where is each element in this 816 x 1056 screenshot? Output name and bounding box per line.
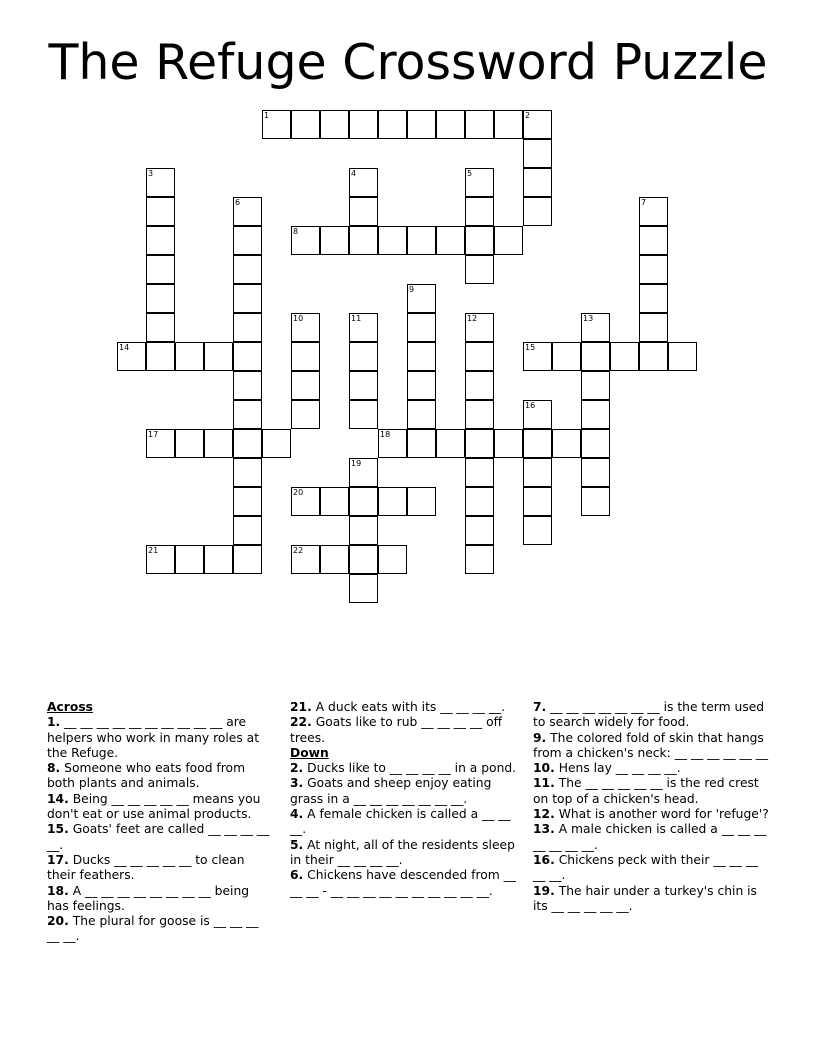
clue-across-8: 8. Someone who eats food from both plants and animals. bbox=[47, 761, 246, 791]
grid-cell[interactable] bbox=[349, 574, 378, 603]
grid-cell[interactable] bbox=[175, 342, 204, 371]
grid-cell[interactable] bbox=[436, 226, 465, 255]
grid-cell[interactable] bbox=[233, 545, 262, 574]
grid-cell[interactable] bbox=[146, 284, 175, 313]
grid-cell[interactable] bbox=[291, 545, 320, 574]
clue-across-17: 17. Ducks __ __ __ __ __ to clean their feathers. bbox=[47, 852, 245, 883]
grid-cell[interactable] bbox=[407, 313, 436, 342]
grid-cell[interactable] bbox=[320, 226, 349, 255]
cell-number: 20 bbox=[293, 488, 304, 497]
cell-number: 12 bbox=[467, 314, 478, 323]
clue-down-11: 11. The __ __ __ __ __ is the red crest on top of a chicken's head. bbox=[533, 776, 759, 806]
grid-cell[interactable] bbox=[233, 371, 262, 400]
cell-number: 6 bbox=[235, 198, 241, 207]
clue-down-19: 19. The hair under a turkey's chin is its __ __ __ __ __. bbox=[533, 883, 757, 913]
grid-cell[interactable] bbox=[291, 487, 320, 516]
grid-cell[interactable] bbox=[291, 226, 320, 255]
grid-cell[interactable] bbox=[378, 545, 407, 574]
clue-column-2 bbox=[290, 700, 521, 899]
cell-number: 16 bbox=[525, 401, 536, 410]
grid-cell[interactable] bbox=[610, 342, 639, 371]
clue-down-4: 4. A female chicken is called a __ __ __. bbox=[290, 807, 511, 837]
cell-number: 10 bbox=[293, 314, 304, 323]
grid-cell[interactable] bbox=[349, 371, 378, 400]
grid-cell[interactable] bbox=[639, 284, 668, 313]
grid-cell[interactable] bbox=[349, 545, 378, 574]
grid-cell[interactable] bbox=[233, 255, 262, 284]
grid-cell[interactable] bbox=[523, 197, 552, 226]
grid-cell[interactable] bbox=[465, 110, 494, 139]
clue-across-14: 14. Being __ __ __ __ __ means you don't eat or use animal products. bbox=[47, 791, 261, 822]
cell-number: 9 bbox=[409, 285, 415, 294]
grid-cell[interactable] bbox=[639, 197, 668, 226]
grid-cell[interactable] bbox=[581, 313, 610, 342]
grid-cell[interactable] bbox=[407, 371, 436, 400]
grid-cell[interactable] bbox=[436, 429, 465, 458]
grid-cell[interactable] bbox=[378, 226, 407, 255]
cell-number: 17 bbox=[148, 430, 159, 439]
grid-cell[interactable] bbox=[465, 516, 494, 545]
grid-cell[interactable] bbox=[204, 342, 233, 371]
grid-cell[interactable] bbox=[639, 226, 668, 255]
grid-cell[interactable] bbox=[349, 458, 378, 487]
grid-cell[interactable] bbox=[233, 458, 262, 487]
across-heading: Across bbox=[47, 700, 93, 714]
grid-cell[interactable] bbox=[233, 226, 262, 255]
grid-cell[interactable] bbox=[465, 226, 494, 255]
grid-cell[interactable] bbox=[465, 458, 494, 487]
grid-cell[interactable] bbox=[639, 255, 668, 284]
grid-cell[interactable] bbox=[523, 110, 552, 139]
cell-number: 3 bbox=[148, 169, 154, 178]
cell-number: 15 bbox=[525, 343, 536, 352]
cell-number: 1 bbox=[264, 111, 270, 120]
grid-cell[interactable] bbox=[436, 110, 465, 139]
grid-cell[interactable] bbox=[465, 429, 494, 458]
clue-down-10: 10. Hens lay __ __ __ __. bbox=[533, 761, 681, 776]
grid-cell[interactable] bbox=[349, 342, 378, 371]
cell-number: 4 bbox=[351, 169, 357, 178]
grid-cell[interactable] bbox=[523, 458, 552, 487]
grid-cell[interactable] bbox=[494, 429, 523, 458]
grid-cell[interactable] bbox=[146, 429, 175, 458]
down-heading: Down bbox=[290, 745, 329, 760]
grid-cell[interactable] bbox=[639, 342, 668, 371]
grid-cell[interactable] bbox=[378, 110, 407, 139]
grid-cell[interactable] bbox=[581, 458, 610, 487]
grid-cell[interactable] bbox=[523, 400, 552, 429]
grid-cell[interactable] bbox=[523, 342, 552, 371]
grid-cell[interactable] bbox=[146, 168, 175, 197]
clue-down-12: 12. What is another word for 'refuge'? bbox=[533, 807, 769, 822]
grid-cell[interactable] bbox=[291, 371, 320, 400]
grid-cell[interactable] bbox=[523, 429, 552, 458]
grid-cell[interactable] bbox=[204, 429, 233, 458]
grid-cell[interactable] bbox=[349, 110, 378, 139]
grid-cell[interactable] bbox=[291, 400, 320, 429]
cell-number: 8 bbox=[293, 227, 299, 236]
grid-cell[interactable] bbox=[146, 197, 175, 226]
grid-cell[interactable] bbox=[349, 487, 378, 516]
grid-cell[interactable] bbox=[233, 197, 262, 226]
grid-cell[interactable] bbox=[465, 342, 494, 371]
grid-cell[interactable] bbox=[407, 400, 436, 429]
grid-cell[interactable] bbox=[175, 429, 204, 458]
grid-cell[interactable] bbox=[349, 516, 378, 545]
grid-cell[interactable] bbox=[378, 429, 407, 458]
cell-number: 11 bbox=[351, 314, 362, 323]
cell-number: 18 bbox=[380, 430, 391, 439]
grid-cell[interactable] bbox=[407, 487, 436, 516]
clue-down-6: 6. Chickens have descended from __ __ __ - __ __ __ __ __ __ __ __ __ __. bbox=[290, 868, 516, 898]
grid-cell[interactable] bbox=[552, 429, 581, 458]
grid-cell[interactable] bbox=[465, 168, 494, 197]
grid-cell[interactable] bbox=[639, 313, 668, 342]
grid-cell[interactable] bbox=[291, 313, 320, 342]
grid-cell[interactable] bbox=[581, 371, 610, 400]
grid-cell[interactable] bbox=[117, 342, 146, 371]
grid-cell[interactable] bbox=[581, 429, 610, 458]
grid-cell[interactable] bbox=[465, 313, 494, 342]
clue-column-1 bbox=[47, 700, 273, 945]
grid-cell[interactable] bbox=[581, 400, 610, 429]
grid-cell[interactable] bbox=[233, 342, 262, 371]
grid-cell[interactable] bbox=[465, 371, 494, 400]
grid-cell[interactable] bbox=[146, 226, 175, 255]
cell-number: 2 bbox=[525, 111, 531, 120]
grid-cell[interactable] bbox=[523, 516, 552, 545]
grid-cell[interactable] bbox=[233, 284, 262, 313]
grid-cell[interactable] bbox=[262, 110, 291, 139]
grid-cell[interactable] bbox=[349, 400, 378, 429]
grid-cell[interactable] bbox=[552, 342, 581, 371]
grid-cell[interactable] bbox=[523, 139, 552, 168]
grid-cell[interactable] bbox=[146, 255, 175, 284]
page-title: The Refuge Crossword Puzzle bbox=[48, 34, 768, 91]
cell-number: 22 bbox=[293, 546, 304, 555]
cell-number: 19 bbox=[351, 459, 362, 468]
grid-cell[interactable] bbox=[465, 545, 494, 574]
grid-cell[interactable] bbox=[407, 429, 436, 458]
grid-cell[interactable] bbox=[465, 487, 494, 516]
grid-cell[interactable] bbox=[146, 545, 175, 574]
grid-cell[interactable] bbox=[320, 487, 349, 516]
grid-cell[interactable] bbox=[581, 487, 610, 516]
grid-cell[interactable] bbox=[320, 110, 349, 139]
grid-cell[interactable] bbox=[291, 110, 320, 139]
grid-cell[interactable] bbox=[349, 226, 378, 255]
grid-cell[interactable] bbox=[523, 487, 552, 516]
clue-across-20: 20. The plural for goose is __ __ __ __ __. bbox=[47, 914, 259, 944]
grid-cell[interactable] bbox=[407, 342, 436, 371]
grid-cell[interactable] bbox=[233, 487, 262, 516]
grid-cell[interactable] bbox=[349, 168, 378, 197]
grid-cell[interactable] bbox=[407, 226, 436, 255]
grid-cell[interactable] bbox=[465, 197, 494, 226]
clue-down-9: 9. The colored fold of skin that hangs from a chicken's neck: __ __ __ __ __ __ bbox=[533, 730, 769, 760]
grid-cell[interactable] bbox=[233, 516, 262, 545]
clue-down-16: 16. Chickens peck with their __ __ __ __ __. bbox=[533, 852, 759, 883]
clue-down-3: 3. Goats and sheep enjoy eating grass in a __ __ __ __ __ __ __. bbox=[290, 776, 492, 806]
grid-cell[interactable] bbox=[146, 342, 175, 371]
grid-cell[interactable] bbox=[262, 429, 291, 458]
clue-across-1: 1. __ __ __ __ __ __ __ __ __ __ are helpers who work in many roles at the Refuge. bbox=[47, 715, 260, 760]
grid-cell[interactable] bbox=[378, 487, 407, 516]
grid-cell[interactable] bbox=[668, 342, 697, 371]
grid-cell[interactable] bbox=[175, 545, 204, 574]
clue-down-7: 7. __ __ __ __ __ __ __ is the term used to search widely for food. bbox=[533, 700, 765, 730]
grid-cell[interactable] bbox=[494, 110, 523, 139]
cell-number: 21 bbox=[148, 546, 159, 555]
grid-cell[interactable] bbox=[204, 545, 233, 574]
grid-cell[interactable] bbox=[320, 545, 349, 574]
cell-number: 13 bbox=[583, 314, 594, 323]
grid-cell[interactable] bbox=[233, 429, 262, 458]
clue-across-21: 21. A duck eats with its __ __ __ __. bbox=[290, 700, 506, 714]
cell-number: 7 bbox=[641, 198, 647, 207]
grid-cell[interactable] bbox=[233, 400, 262, 429]
grid-cell[interactable] bbox=[349, 197, 378, 226]
grid-cell[interactable] bbox=[523, 168, 552, 197]
grid-cell[interactable] bbox=[146, 313, 175, 342]
grid-cell[interactable] bbox=[581, 342, 610, 371]
clue-down-13: 13. A male chicken is called a __ __ __ __ __ __ __. bbox=[533, 822, 767, 852]
clue-across-15: 15. Goats' feet are called __ __ __ __ __. bbox=[47, 822, 270, 852]
clue-down-2: 2. Ducks like to __ __ __ __ in a pond. bbox=[290, 761, 517, 776]
grid-cell[interactable] bbox=[407, 284, 436, 313]
cell-number: 14 bbox=[119, 343, 130, 352]
grid-cell[interactable] bbox=[465, 400, 494, 429]
clue-down-5: 5. At night, all of the residents sleep in their __ __ __ __. bbox=[290, 837, 515, 867]
clue-column-3 bbox=[533, 700, 769, 914]
clue-across-18: 18. A __ __ __ __ __ __ __ __ being has feelings. bbox=[47, 883, 250, 913]
grid-cell[interactable] bbox=[494, 226, 523, 255]
clue-across-22: 22. Goats like to rub __ __ __ __ off trees. bbox=[290, 715, 503, 745]
grid-cell[interactable] bbox=[465, 255, 494, 284]
grid-cell[interactable] bbox=[349, 313, 378, 342]
grid-cell[interactable] bbox=[233, 313, 262, 342]
grid-cell[interactable] bbox=[291, 342, 320, 371]
grid-cell[interactable] bbox=[407, 110, 436, 139]
cell-number: 5 bbox=[467, 169, 473, 178]
